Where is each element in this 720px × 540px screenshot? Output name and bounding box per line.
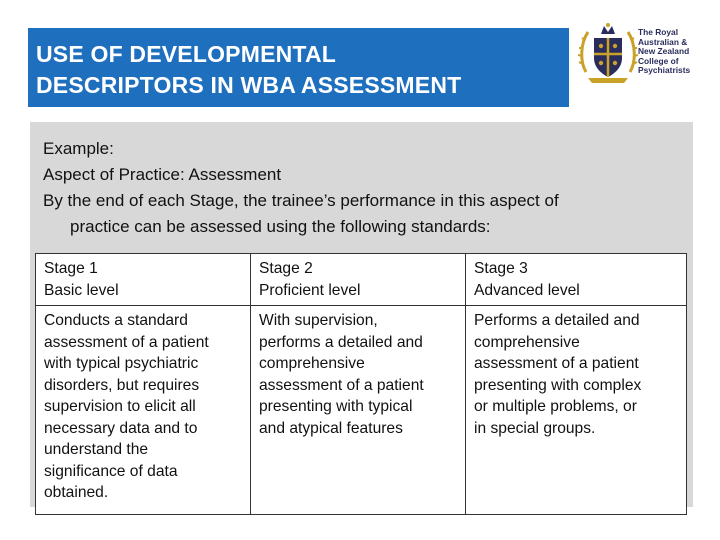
stage-2-header <box>251 254 466 306</box>
stage-1-header <box>36 254 251 306</box>
stage-3-descriptor-line: Performs a detailed and <box>474 312 640 329</box>
stage-1-descriptor-line: Conducts a standard <box>44 312 188 329</box>
stage-3-descriptor-line: in special groups. <box>474 419 596 437</box>
table-header-row <box>36 254 687 306</box>
stage-3-header <box>466 254 687 306</box>
stage-3-descriptor-line: comprehensive <box>474 333 580 351</box>
stage-1-descriptor-line: assessment of a patient <box>44 333 209 351</box>
stage-3-descriptor-line: presenting with complex <box>474 376 642 394</box>
stage-2-descriptor-line: comprehensive <box>259 355 365 372</box>
stage-2-descriptor-line: With supervision, <box>259 312 378 329</box>
stage-1-descriptor <box>36 306 251 515</box>
stage-1-descriptor-line: with typical psychiatric <box>44 355 199 372</box>
intro-line-standards: practice can be assessed using the following standards: <box>70 217 491 236</box>
title-banner <box>28 28 569 107</box>
stage-1-descriptor-line: obtained. <box>44 484 109 501</box>
stage-3-descriptor-line: assessment of a patient <box>474 355 639 372</box>
title-line-1: USE OF DEVELOPMENTAL <box>36 41 337 67</box>
stage-3-title: Stage 3 <box>474 260 528 277</box>
intro-line-example: Example: <box>43 139 114 158</box>
stage-1-descriptor-line: disorders, but requires <box>44 376 200 394</box>
stage-2-title: Stage 2 <box>259 260 313 277</box>
title-line-2: DESCRIPTORS IN WBA ASSESSMENT <box>36 72 462 98</box>
stage-2-descriptor <box>251 306 466 515</box>
stage-1-descriptor-line: necessary data and to <box>44 419 198 437</box>
intro-line-aspect: Aspect of Practice: Assessment <box>43 165 282 184</box>
intro-text <box>43 136 683 240</box>
intro-line-stage: By the end of each Stage, the trainee’s performance in this aspect of <box>43 191 559 210</box>
stage-3-level: Advanced level <box>474 281 580 299</box>
table-descriptor-row <box>36 306 687 515</box>
stage-1-level: Basic level <box>44 281 119 299</box>
stage-3-descriptor <box>466 306 687 515</box>
stage-2-descriptor-line: performs a detailed and <box>259 333 423 351</box>
logo-text: The Royal Australian & New Zealand College of Psychiatrists <box>638 27 691 76</box>
stage-2-descriptor-line: and atypical features <box>259 419 403 437</box>
stage-2-descriptor-line: presenting with typical <box>259 398 413 415</box>
stage-1-descriptor-line: understand the <box>44 441 149 458</box>
stage-1-descriptor-line: significance of data <box>44 462 178 480</box>
stage-1-descriptor-line: supervision to elicit all <box>44 398 196 415</box>
stage-1-title: Stage 1 <box>44 260 98 277</box>
stage-2-descriptor-line: assessment of a patient <box>259 376 424 394</box>
descriptor-table <box>35 253 687 515</box>
stage-2-level: Proficient level <box>259 281 361 299</box>
stage-3-descriptor-line: or multiple problems, or <box>474 398 637 415</box>
